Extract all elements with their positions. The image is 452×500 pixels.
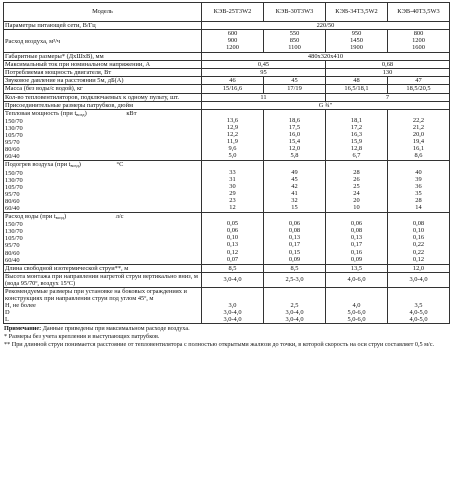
row-value: 480х320х410 [202,53,450,61]
jet-length-row [4,264,450,272]
group-title-sub: возд [55,215,64,221]
table-cell-value: 0,17 [288,241,301,249]
row-label: Длина свободной изотермической струи**, м [4,264,202,272]
table-cell-value: 41 [291,189,298,197]
table-cell-value: 22,2 [412,116,425,124]
value-column [202,109,264,161]
value-column [264,161,326,213]
motor-power-row [4,69,450,77]
group-label [4,161,202,213]
spec-document [3,2,449,348]
table-cell-value: 25 [353,182,360,190]
row-value: 2,5-3,0 [264,272,326,287]
row-label: Звуковое давление на расстоянии 5м, дБ(А) [4,77,202,85]
table-cell-value: 18,1 [350,116,363,124]
row-value: 600 900 1200 [202,30,264,53]
model-name: КЭВ-30Т3W3 [264,3,326,22]
row-value: 18,5/20,5 [388,85,450,93]
model-name: КЭВ-34Т3,5W2 [326,3,388,22]
table-cell-value: 11,9 [227,138,238,146]
table-cell-value: 3,0-4,0 [223,309,242,317]
table-cell-value: 42 [291,182,298,190]
table-cell-value: 18,6 [288,116,301,124]
table-cell-value: 0,15 [288,248,301,256]
row-value: 950 1450 1900 [326,30,388,53]
table-cell-value: 12 [229,203,236,211]
power-supply-row [4,22,450,30]
group-title-end: ) [63,213,67,221]
table-cell-value: 15,9 [350,138,363,146]
table-cell-value: 39 [415,175,422,183]
table-cell-value: 49 [291,168,298,176]
row-value: 0,45 [202,61,326,69]
row-value: 550 850 1100 [264,30,326,53]
value-column [202,161,264,213]
table-cell-value: 0,09 [350,255,363,263]
table-cell-value: 0,12 [226,248,239,256]
table-cell-value: 0,13 [288,234,301,242]
heat-output-group [4,109,450,161]
row-value: 15/16,6 [202,85,264,93]
group-title-sub: возд [70,163,79,169]
mode-label: 95/70 [5,139,20,147]
table-cell-value: 14 [415,203,422,211]
table-cell-value: 28 [353,168,360,176]
row-value: 45 [264,77,326,85]
table-cell-value: 10 [353,203,360,211]
table-cell-value: 4,0-5,0 [409,309,428,317]
table-cell-value: 8,6 [414,152,423,160]
value-column [264,213,326,265]
table-cell-value: 12,8 [350,145,363,153]
table-cell-value: 0,16 [350,248,363,256]
note-star2: ** При длинной струи понимается расстояние от тепловентилятора с полностью открытыми жалюзи до точки, в которой скорость на оси струи составляет 0,5 м/с. [4,340,435,348]
air-heating-group [4,161,450,213]
table-cell-value: 45 [291,175,298,183]
table-cell-value: 0,10 [412,227,425,235]
table-cell-value: 0,10 [226,234,239,242]
dimensions-row [4,53,450,61]
table-cell-value: 35 [415,189,422,197]
row-value: 0,68 [326,61,450,69]
row-label: Расход воздуха, м³/ч [4,30,202,53]
table-cell-value: 0,16 [412,234,425,242]
note-star1: * Размеры без учета крепления и выступающих патрубков. [4,333,160,341]
row-value: 48 [326,77,388,85]
mode-label: 60/40 [5,204,20,212]
table-cell-value: 0,12 [412,255,425,263]
table-cell-value: 31 [229,175,236,183]
table-cell-value: 36 [415,182,422,190]
table-cell-value: 4,0-5,0 [409,316,428,324]
note-text: Данные приведены при максимальном расходе воздуха. [41,325,190,333]
connection-row [4,101,450,109]
row-value: 16,5/18,1 [326,85,388,93]
mode-label: 80/60 [5,146,20,154]
table-cell-value: 0,08 [412,220,425,228]
header-row [4,3,450,22]
mode-list [5,118,200,161]
group-title-sub: возд [76,111,85,117]
table-cell-value: 4,0 [352,302,361,310]
table-cell-value: 5,0-6,0 [347,316,366,324]
group-label [4,288,202,324]
table-cell-value: 3,5 [414,302,423,310]
group-unit: кВт [126,109,137,117]
airflow-row [4,30,450,53]
table-cell-value: 0,06 [288,220,301,228]
table-cell-value: 21,2 [412,123,425,131]
row-value: 47 [388,77,450,85]
table-cell-value: 3,0 [228,302,237,310]
table-cell-value: 5,8 [290,152,299,160]
table-cell-value: 13,6 [226,116,239,124]
value-column [388,213,450,265]
table-cell-value: 40 [415,168,422,176]
table-cell-value: 0,17 [350,241,363,249]
group-label [4,109,202,161]
row-label: Высота монтажа при направлении нагретой струи вертикально вниз, м (вода 95/70º, воздух 15ºС) [4,272,202,287]
group-title: Расход воды (при t [5,213,56,221]
table-cell-value: 12,9 [226,123,239,131]
table-cell-value: 3,0-4,0 [223,316,242,324]
mode-label: 130/70 [5,228,23,236]
row-value: 800 1200 1600 [388,30,450,53]
mode-label: 105/70 [5,235,23,243]
row-value: 95 [202,69,326,77]
value-column [326,161,388,213]
mode-label: 150/70 [5,169,23,177]
mode-list [5,170,200,213]
mode-label: D [5,309,10,317]
table-cell-value: 0,07 [226,255,239,263]
group-unit: °С [116,161,124,169]
group-title-end: ) [84,109,87,117]
mode-label: 60/40 [5,153,20,161]
value-column [388,161,450,213]
mass-row [4,85,450,93]
notes [3,325,449,348]
table-cell-value: 0,22 [412,241,425,249]
model-header: Модель [4,3,202,22]
table-cell-value: 15 [291,203,298,211]
value-column [264,288,326,324]
row-label: Потребляемая мощность двигателя, Вт [4,69,202,77]
row-value: 3,0-4,0 [202,272,264,287]
group-title: Тепловая мощность (при t [5,109,77,117]
value-column [264,109,326,161]
mode-label: 105/70 [5,132,23,140]
table-cell-value: 0,08 [350,227,363,235]
mode-label: 60/40 [5,256,20,264]
table-cell-value: 3,0-4,0 [285,316,304,324]
row-value: 130 [326,69,450,77]
table-cell-value: 3,0-4,0 [285,309,304,317]
table-cell-value: 33 [229,168,236,176]
value-column [202,288,264,324]
row-label: Кол-во тепловентиляторов, подключаемых к одному пульту, шт. [4,93,202,101]
table-cell-value: 0,09 [288,255,301,263]
table-cell-value: 12,2 [226,131,239,139]
table-cell-value: 32 [291,196,298,204]
mode-label: 130/70 [5,176,23,184]
row-value: G ¾" [202,101,450,109]
mount-height-row [4,272,450,287]
table-cell-value: 28 [415,196,422,204]
row-label: Масса (без воды/с водой), кг [4,85,202,93]
table-cell-value: 0,06 [350,220,363,228]
table-cell-value: 29 [229,189,236,197]
table-cell-value: 0,13 [226,241,239,249]
spec-table [3,2,450,324]
table-cell-value: 30 [229,182,236,190]
table-cell-value: 16,3 [350,131,363,139]
mode-label: 80/60 [5,197,20,205]
table-cell-value: 0,06 [226,227,239,235]
table-cell-value: 0,08 [288,227,301,235]
row-value: 17/19 [264,85,326,93]
table-cell-value: 20,0 [412,131,425,139]
param-list [5,302,200,323]
row-value: 13,5 [326,264,388,272]
table-cell-value: 19,4 [412,138,425,146]
row-label: Присоединительные размеры патрубков, дюйм [4,101,202,109]
row-label: Параметры питающей сети, В/Гц [4,22,202,30]
table-cell-value: 0,22 [412,248,425,256]
mode-label: Н, не более [5,302,36,310]
model-name: КЭВ-25Т3W2 [202,3,264,22]
table-cell-value: 16,0 [288,131,301,139]
table-cell-value: 12,0 [288,145,301,153]
mode-list [5,221,200,264]
row-value: 12,0 [388,264,450,272]
mode-label: 150/70 [5,221,23,229]
row-value: 220/50 [202,22,450,30]
recommend-group [4,288,450,324]
note-main [4,325,449,333]
mode-label: 105/70 [5,183,23,191]
model-name: КЭВ-40Т3,5W3 [388,3,450,22]
table-cell-value: 0,13 [350,234,363,242]
value-column [202,213,264,265]
group-unit: л/с [115,213,124,221]
table-cell-value: 5,0-6,0 [347,309,366,317]
table-cell-value: 9,6 [228,145,237,153]
table-cell-value: 16,1 [412,145,425,153]
group-label [4,213,202,265]
group-title-end: ) [78,161,81,169]
row-label: Габаритные размеры* (ДхШхВ), мм [4,53,202,61]
value-column [326,109,388,161]
mode-label: 95/70 [5,190,20,198]
table-cell-value: 17,5 [288,123,301,131]
table-cell-value: 2,5 [290,302,299,310]
value-column [388,109,450,161]
mode-label: 150/70 [5,117,23,125]
table-cell-value: 5,0 [228,152,237,160]
row-value: 4,0-6,0 [326,272,388,287]
table-cell-value: 26 [353,175,360,183]
table-cell-value: 20 [353,196,360,204]
mode-label: 130/70 [5,124,23,132]
table-cell-value: 24 [353,189,360,197]
row-value: 7 [326,93,450,101]
fans-row [4,93,450,101]
table-cell-value: 17,2 [350,123,363,131]
row-value: 3,0-4,0 [388,272,450,287]
table-cell-value: 23 [229,196,236,204]
group-title: Подогрев воздуха (при t [5,161,71,169]
max-current-row [4,61,450,69]
value-column [388,288,450,324]
mode-label: 95/70 [5,242,20,250]
mode-label: L [5,316,9,324]
row-label: Максимальный ток при номинальном напряжении, А [4,61,202,69]
water-flow-group [4,213,450,265]
note-title: Примечание: [4,325,42,333]
noise-row [4,77,450,85]
row-value: 8,5 [202,264,264,272]
table-cell-value: 0,05 [226,220,239,228]
table-cell-value: 15,4 [288,138,301,146]
value-column [326,213,388,265]
mode-label: 80/60 [5,249,20,257]
group-title: Рекомендуемые размеры при установке на боковых ограждениях и конструкциях при направлении струи под углом 45º, м [5,288,187,303]
row-value: 46 [202,77,264,85]
row-value: 11 [202,93,326,101]
value-column [326,288,388,324]
row-value: 8,5 [264,264,326,272]
table-cell-value: 6,7 [352,152,361,160]
